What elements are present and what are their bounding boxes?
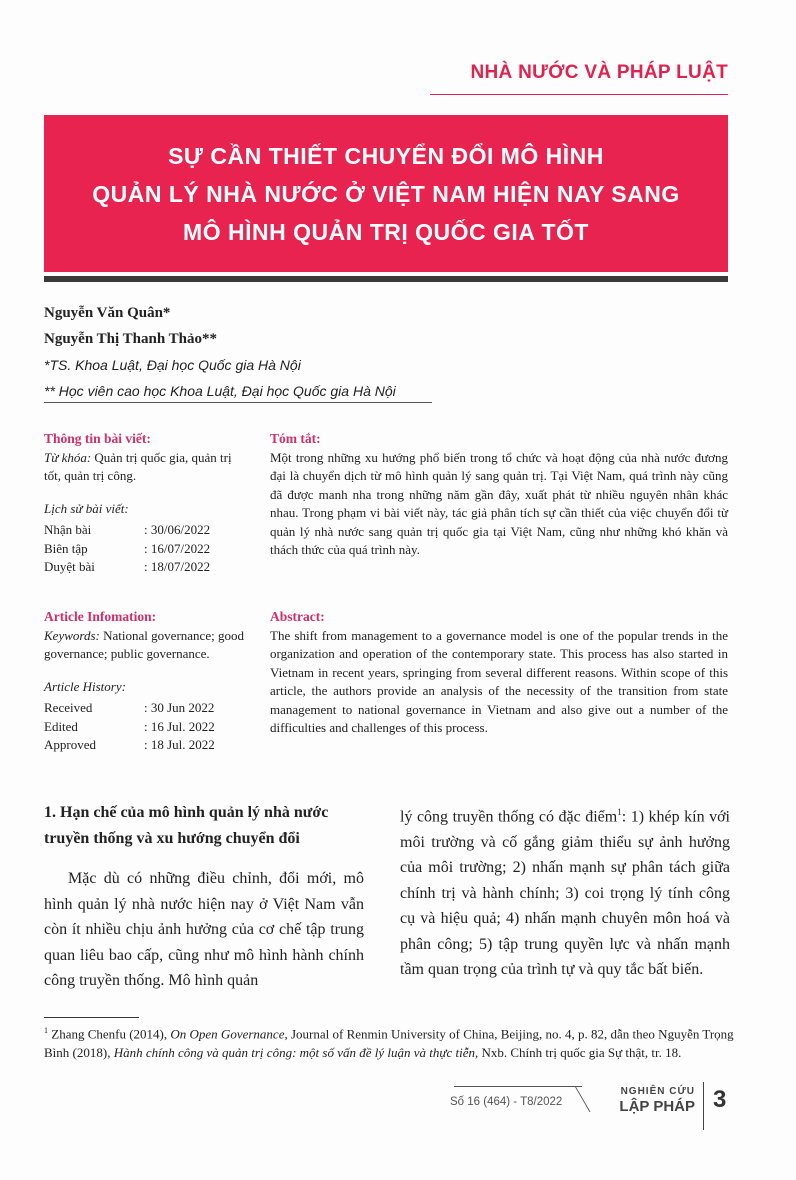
author-block bbox=[44, 300, 396, 404]
value: : 16 Jul. 2022 bbox=[144, 718, 215, 734]
journal-name-bottom: LẬP PHÁP bbox=[619, 1098, 695, 1115]
abstract-en bbox=[270, 608, 728, 738]
text: lý công truyền thống có đặc điểm bbox=[400, 808, 618, 826]
divider bbox=[44, 276, 728, 282]
history-row bbox=[44, 718, 244, 737]
value: : 18/07/2022 bbox=[144, 559, 211, 574]
value: : 30/06/2022 bbox=[144, 522, 211, 537]
heading: Article Infomation: bbox=[44, 609, 157, 624]
label: Biên tập bbox=[44, 540, 88, 556]
page-number: 3 bbox=[713, 1086, 727, 1113]
footnote-ref: 1 bbox=[617, 807, 622, 817]
footnote-divider bbox=[44, 1017, 139, 1018]
keywords bbox=[44, 449, 244, 486]
abstract-text: The shift from management to a governance model is one of the popular trends in the organization and operation of the contemporary state. This process has also started in Vietnam in recent years, springing from several different reasons. Within scope of this article, the authors provide an analysis of the necessity of the transition from state management to national governance in Vietnam and also give out a number of the difficulties and challenges of this process. bbox=[270, 627, 728, 735]
body-paragraph: Mặc dù có những điều chỉnh, đổi mới, mô hình quản lý nhà nước hiện nay ở Việt Nam vẫn còn ít nhiều chịu ảnh hưởng của cơ chế tập trung quan liêu bao cấp, cũng như mô hình hành chính công truyền thống. Mô hình quản bbox=[44, 870, 364, 989]
heading: Abstract: bbox=[270, 609, 325, 624]
body-paragraph bbox=[400, 800, 730, 983]
label: Article History: bbox=[44, 678, 126, 694]
history-row bbox=[44, 699, 244, 718]
value: Quản trị quốc gia, quản trị tốt, quản trị công. bbox=[44, 449, 232, 483]
abstract-text: Một trong những xu hướng phổ biến trong tổ chức và hoạt động của nhà nước đương đại là chuyển dịch từ mô hình quản lý sang quản trị. Tại Việt Nam, quá trình này cũng đã được manh nha trong những năm gần đây, xuất phát từ nhiều nguyên nhân khác nhau. Trong phạm vi bài viết này, tác giả phân tích sự cần thiết của việc chuyển đổi từ quản lý nhà nước sang quản trị quốc gia tại Việt Nam, cũng như những khó khăn và thách thức của quá trình này. bbox=[270, 449, 728, 557]
label: Nhận bài bbox=[44, 522, 92, 537]
affiliation: *TS. Khoa Luật, Đại học Quốc gia Hà Nội bbox=[44, 357, 301, 373]
title-banner bbox=[44, 115, 728, 272]
label: Lịch sử bài viết: bbox=[44, 500, 129, 516]
text: Nxb. Chính trị quốc gia Sự thật, tr. 18. bbox=[478, 1044, 682, 1060]
footnote bbox=[44, 1022, 734, 1062]
article-title: SỰ CẦN THIẾT CHUYỂN ĐỔI MÔ HÌNH QUẢN LÝ NHÀ NƯỚC Ở VIỆT NAM HIỆN NAY SANG MÔ HÌNH QUẢN TRỊ QUỐC GIA TỐT bbox=[92, 142, 680, 245]
text: Zhang Chenfu (2014), bbox=[48, 1026, 171, 1042]
affiliation: ** Học viên cao học Khoa Luật, Đại học Quốc gia Hà Nội bbox=[44, 383, 396, 399]
divider bbox=[430, 94, 728, 95]
issue-number: Số 16 (464) - T8/2022 bbox=[450, 1096, 563, 1108]
value: : 16/07/2022 bbox=[144, 540, 211, 556]
value: : 18 Jul. 2022 bbox=[144, 737, 215, 752]
value: : 30 Jun 2022 bbox=[144, 700, 215, 715]
text: On Open Governance, bbox=[170, 1026, 288, 1042]
article-info-en bbox=[44, 608, 244, 755]
label: Approved bbox=[44, 737, 96, 752]
history-row bbox=[44, 540, 244, 559]
author: Nguyễn Thị Thanh Thảo** bbox=[44, 331, 218, 347]
divider bbox=[44, 402, 432, 403]
heading: Thông tin bài viết: bbox=[44, 431, 151, 446]
footnote-mark: 1 bbox=[44, 1026, 48, 1035]
label: Duyệt bài bbox=[44, 559, 95, 574]
label: Keywords: bbox=[44, 627, 100, 643]
author: Nguyễn Văn Quân* bbox=[44, 305, 171, 321]
keywords bbox=[44, 627, 244, 664]
history-row bbox=[44, 521, 244, 540]
value: National governance; good governance; public governance. bbox=[44, 627, 244, 661]
heading: Tóm tắt: bbox=[270, 431, 321, 446]
text: Journal of Renmin University of China, Beijing, no. 4, p. 82, dẫn theo Nguyễn Trọng Bình (2018), bbox=[44, 1026, 734, 1060]
history-row bbox=[44, 736, 244, 755]
label: Từ khóa: bbox=[44, 449, 92, 465]
article-info-vi bbox=[44, 430, 244, 577]
label: Received bbox=[44, 700, 93, 715]
text: Hành chính công và quản trị công: một số vấn đề lý luận và thực tiễn, bbox=[113, 1044, 479, 1060]
history-row bbox=[44, 558, 244, 577]
abstract-vi bbox=[270, 430, 728, 560]
text: : 1) khép kín với môi trường và cố gắng giảm thiểu sự ảnh hưởng của môi trường; 2) nhấn mạnh sự phân tách giữa chính trị và hành chính; 3) coi trọng lý tính công cụ và hiệu quả; 4) nhấn mạnh chuyên môn hoá và phân công; 5) tập trung quyền lực và nhấn mạnh tầm quan trọng của trình tự và quy tắc bất biến. bbox=[400, 808, 730, 979]
section-header: NHÀ NƯỚC VÀ PHÁP LUẬT bbox=[470, 62, 728, 83]
label: Edited bbox=[44, 718, 78, 734]
journal-name-top: NGHIÊN CỨU bbox=[620, 1086, 695, 1097]
section-heading: 1. Hạn chế của mô hình quản lý nhà nước truyền thống và xu hướng chuyển đổi bbox=[44, 804, 329, 847]
